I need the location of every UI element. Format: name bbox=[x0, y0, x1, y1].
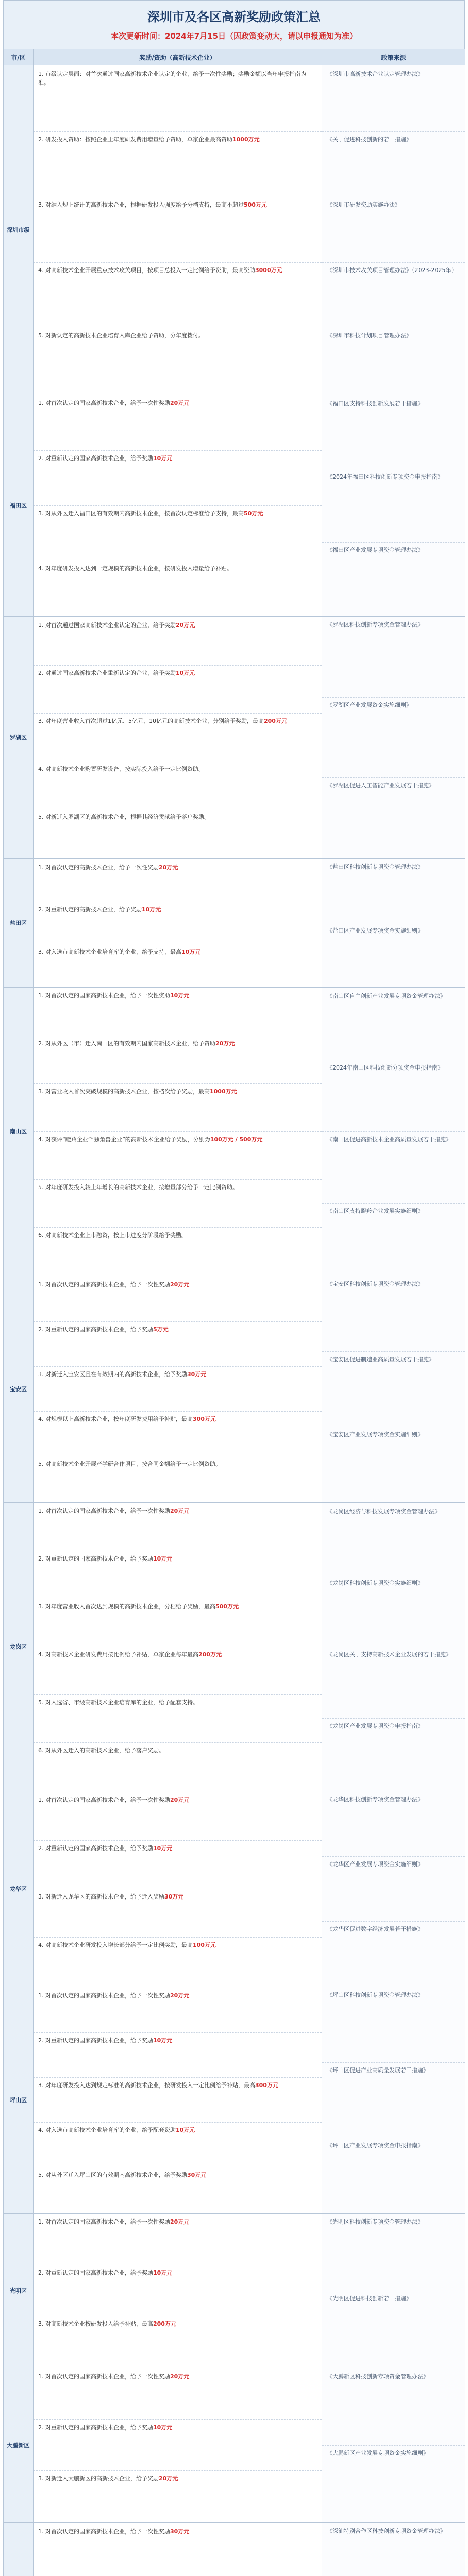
policy-source: 《盐田区科技创新专项资金管理办法》 bbox=[322, 859, 465, 923]
policy-item-index: 5. bbox=[38, 332, 45, 339]
policy-item-index: 4. bbox=[38, 766, 45, 772]
source-cell bbox=[322, 1276, 465, 1503]
policy-item-index: 2. bbox=[38, 1555, 45, 1562]
policy-item-index: 3. bbox=[38, 718, 45, 724]
policy-item-index: 3. bbox=[38, 1371, 45, 1378]
policy-item bbox=[34, 1792, 322, 1841]
header bbox=[3, 0, 465, 49]
policy-source: 《深汕特别合作区科技创新专项资金管理办法》 bbox=[322, 2523, 465, 2576]
policy-item-text: 对首次认定的高新技术企业，给予一次性奖励 bbox=[45, 863, 159, 871]
policy-item-text: 对重新认定的国家高新技术企业，给予奖励 bbox=[45, 454, 153, 462]
policy-item-text: 对从外区迁入的高新技术企业，给予落户奖励。 bbox=[45, 1747, 164, 1754]
policy-source: 《坪山区促进产业高质量发展若干措施》 bbox=[322, 2063, 465, 2138]
policy-item-amount: 200万元 bbox=[153, 2320, 176, 2327]
policy-item-text: 对重新认定的国家高新技术企业，给予奖励 bbox=[45, 2269, 153, 2276]
policy-item-index: 2. bbox=[38, 2424, 45, 2431]
policy-item-index: 1. bbox=[38, 2373, 45, 2380]
policy-item-amount: 200万元 bbox=[198, 1651, 222, 1658]
policy-item bbox=[34, 1503, 322, 1551]
district-name bbox=[4, 2523, 34, 2576]
policy-item bbox=[34, 2078, 322, 2123]
policy-item-text: 对从外区迁入坪山区的有效期内高新技术企业，给予奖励 bbox=[45, 2172, 187, 2178]
policy-item-amount: 300万元 bbox=[193, 1416, 216, 1422]
policy-item-text: 对规模以上高新技术企业，按年度研发费用给予补贴，最高 bbox=[45, 1416, 193, 1422]
policy-cell bbox=[34, 859, 322, 988]
column-header-district: 市/区 bbox=[4, 49, 34, 65]
policy-item-index: 4. bbox=[38, 1941, 45, 1948]
policy-item-index: 3. bbox=[38, 201, 45, 208]
policy-source: 《宝安区产业发展专项资金实施细则》 bbox=[327, 1431, 423, 1438]
policy-item-index: 5. bbox=[38, 814, 45, 820]
policy-item-amount: 30万元 bbox=[187, 2172, 207, 2178]
table-row bbox=[4, 1987, 465, 2214]
policy-item-text: 对首次认定的国家高新技术企业，给予一次性资助 bbox=[45, 992, 170, 999]
policy-cell bbox=[34, 65, 322, 395]
policy-source: 《宝安区促进制造业高质量发展若干措施》 bbox=[322, 1352, 465, 1427]
table-row bbox=[4, 2368, 465, 2523]
policy-item-text: 对通过国家高新技术企业重新认定的企业，给予奖励 bbox=[45, 670, 176, 676]
policy-item-text: 对首次认定的国家高新技术企业，给予一次性奖励 bbox=[45, 1507, 170, 1514]
policy-item-index: 2. bbox=[38, 906, 45, 913]
policy-item-index: 2. bbox=[38, 1326, 45, 1333]
policy-item-index: 2. bbox=[38, 1844, 45, 1852]
policy-item bbox=[34, 1743, 322, 1791]
policy-item bbox=[34, 1228, 322, 1276]
policy-source: 《深圳市研发资助实施办法》 bbox=[322, 197, 465, 263]
district-name: 坪山区 bbox=[4, 1987, 34, 2214]
policy-source: 《南山区自主创新产业发展专项资金管理办法》 bbox=[322, 989, 465, 1060]
policy-item-amount: 10万元 bbox=[176, 2127, 195, 2133]
policy-item-amount: 20万元 bbox=[170, 2373, 190, 2380]
district-name: 宝安区 bbox=[4, 1276, 34, 1503]
policy-item bbox=[34, 666, 322, 714]
policy-source: 《大鹏新区科技创新专项资金管理办法》 bbox=[322, 2369, 465, 2446]
policy-item bbox=[34, 1322, 322, 1367]
policy-item-index: 5. bbox=[38, 1461, 45, 1467]
policy-item bbox=[34, 1841, 322, 1889]
policy-item-text: 对从外区迁入福田区的有效期内高新技术企业，按首次认定标准给予支持，最高 bbox=[45, 510, 244, 517]
table-row bbox=[4, 1503, 465, 1791]
policy-item-index: 2. bbox=[38, 2269, 45, 2276]
policy-item bbox=[34, 2033, 322, 2078]
policy-source: 《福田区产业发展专项资金管理办法》 bbox=[327, 546, 423, 553]
policy-item-text: 对首次通过国家高新技术企业认定的企业，给予奖励 bbox=[45, 622, 176, 629]
policy-item-index: 1. bbox=[38, 2528, 45, 2535]
policy-item-amount: 20万元 bbox=[170, 1992, 190, 1999]
policy-cell bbox=[34, 1791, 322, 1987]
policy-source: 《宝安区科技创新专项资金管理办法》 bbox=[322, 1277, 465, 1352]
policy-source: 《深圳市高新技术企业认定管理办法》 bbox=[322, 66, 465, 132]
policy-source: 《坪山区科技创新专项资金管理办法》 bbox=[322, 1988, 465, 2063]
policy-item bbox=[34, 761, 322, 809]
policy-source: 《坪山区产业发展专项资金申报指南》 bbox=[327, 2142, 423, 2149]
policy-item bbox=[34, 2265, 322, 2316]
source-cell bbox=[322, 1791, 465, 1987]
table-body bbox=[4, 65, 465, 2576]
district-name: 光明区 bbox=[4, 2214, 34, 2368]
source-cell bbox=[322, 617, 465, 859]
policy-item-text: 研发投入资助：按照企业上年度研发费用增量给予资助，单家企业最高资助 bbox=[45, 136, 232, 143]
district-name: 盐田区 bbox=[4, 859, 34, 988]
policy-item-amount: 10万元 bbox=[153, 2424, 173, 2431]
policy-source: 《龙华区促进数字经济发展若干措施》 bbox=[327, 1925, 423, 1933]
policy-source: 《盐田区产业发展专项资金实施细则》 bbox=[327, 927, 423, 934]
source-cell bbox=[322, 2368, 465, 2523]
policy-item bbox=[34, 1277, 322, 1322]
policy-source: 《光明区促进科技创新若干措施》 bbox=[327, 2295, 412, 2302]
policy-item-text: 对年度研发投入较上年增长的高新技术企业，按增量部分给予一定比例资助。 bbox=[45, 1183, 238, 1191]
policy-item-amount: 20万元 bbox=[215, 1040, 235, 1047]
policy-item-amount: 100万元 / 500万元 bbox=[210, 1136, 263, 1143]
policy-item-index: 1. bbox=[38, 71, 45, 77]
policy-source: 《罗湖区促进人工智能产业发展若干措施》 bbox=[327, 782, 434, 789]
policy-item-index: 3. bbox=[38, 2082, 45, 2089]
policy-item-text: 对新迁入罗湖区的高新技术企业，根据其经济贡献给予落户奖励。 bbox=[45, 814, 210, 820]
district-name: 福田区 bbox=[4, 395, 34, 617]
policy-item bbox=[34, 2524, 322, 2572]
policy-item-text: 对首次认定的国家高新技术企业，给予一次性奖励 bbox=[45, 1281, 170, 1288]
policy-item-index: 1. bbox=[38, 1281, 45, 1288]
policy-source: 《2024年南山区科技创新分项资金申报指南》 bbox=[322, 1060, 465, 1132]
policy-item-index: 4. bbox=[38, 1136, 45, 1143]
policy-item-text: 对年度营业收入首次达到规模的高新技术企业，分档给予奖励，最高 bbox=[45, 1603, 215, 1610]
policy-item bbox=[34, 1551, 322, 1599]
policy-item bbox=[34, 66, 322, 132]
policy-item bbox=[34, 902, 322, 944]
policy-item-text: 对重新认定的国家高新技术企业，给予奖励 bbox=[45, 1326, 153, 1333]
table-row bbox=[4, 395, 465, 617]
policy-item-index: 4. bbox=[38, 565, 45, 572]
table-row bbox=[4, 2523, 465, 2576]
policy-item-index: 6. bbox=[38, 1231, 45, 1239]
policy-item-index: 2. bbox=[38, 136, 45, 143]
policy-item bbox=[34, 1132, 322, 1180]
policy-item bbox=[34, 1456, 322, 1501]
source-cell bbox=[322, 988, 465, 1276]
table-row bbox=[4, 617, 465, 859]
policy-item-index: 1. bbox=[38, 399, 45, 406]
policy-item bbox=[34, 328, 322, 394]
policy-source: 《龙岗区关于支持高新技术企业发展的若干措施》 bbox=[322, 1647, 465, 1719]
policy-item-text: 对入选市高新技术企业培育库的企业，给予支持，最高 bbox=[45, 948, 181, 955]
policy-cell bbox=[34, 988, 322, 1276]
source-cell bbox=[322, 1503, 465, 1791]
policy-item-index: 1. bbox=[38, 992, 45, 999]
policy-item-index: 5. bbox=[38, 2172, 45, 2178]
policy-item-text: 对重新认定的国家高新技术企业，给予奖励 bbox=[45, 2424, 153, 2431]
policy-item-text: 对新认定的高新技术企业培育入库企业给予资助，分年度拨付。 bbox=[45, 332, 204, 339]
policy-item-amount: 300万元 bbox=[255, 2082, 278, 2089]
policy-cell bbox=[34, 1987, 322, 2214]
policy-item-text: 对新迁入龙华区的高新技术企业，给予迁入奖励 bbox=[45, 1893, 164, 1900]
policy-item-text: 对营业收入首次突破规模的高新技术企业，按档次给予奖励，最高 bbox=[45, 1088, 210, 1095]
policy-item bbox=[34, 132, 322, 197]
table-row bbox=[4, 2214, 465, 2368]
policy-item-text: 对重新认定的国家高新技术企业，给予奖励 bbox=[45, 2037, 153, 2044]
policy-item-text: 对纳入规上统计的高新技术企业，根据研发投入强度给予分档支持，最高不超过 bbox=[45, 201, 244, 208]
policy-cell bbox=[34, 2214, 322, 2368]
policy-item bbox=[34, 809, 322, 857]
policy-item-amount: 10万元 bbox=[176, 670, 195, 676]
policy-source: 《龙岗区经济与科技发展专项资金管理办法》 bbox=[322, 1504, 465, 1575]
policy-item-amount: 10万元 bbox=[153, 1555, 173, 1562]
policy-item bbox=[34, 2167, 322, 2212]
policy-item bbox=[34, 988, 322, 1036]
policy-item-index: 4. bbox=[38, 1651, 45, 1658]
policy-item bbox=[34, 2316, 322, 2367]
policy-item-index: 6. bbox=[38, 1747, 45, 1754]
policy-item-amount: 3000万元 bbox=[255, 267, 282, 274]
policy-item-amount: 50万元 bbox=[244, 510, 263, 517]
policy-cell bbox=[34, 1276, 322, 1503]
policy-item-text: 对高新技术企业上市融资，按上市进度分阶段给予奖励。 bbox=[45, 1231, 187, 1239]
policy-item-text: 对高新技术企业开展重点技术攻关项目，按项目总投入一定比例给予资助，最高资助 bbox=[45, 267, 255, 274]
policy-item-index: 2. bbox=[38, 670, 45, 676]
policy-item bbox=[34, 451, 322, 506]
policy-item bbox=[34, 263, 322, 328]
policy-item-amount: 20万元 bbox=[176, 622, 195, 629]
source-cell bbox=[322, 395, 465, 617]
policy-item-index: 3. bbox=[38, 948, 45, 955]
policy-source: 《南山区支持瞪羚企业发展实施细则》 bbox=[327, 1207, 423, 1214]
policy-item bbox=[34, 561, 322, 616]
policy-item-text: 对高新技术企业研发费用按比例给予补贴，单家企业每年最高 bbox=[45, 1651, 198, 1658]
page-title: 深圳市及各区高新奖励政策汇总 bbox=[147, 10, 321, 24]
policy-item-text: 对首次认定的国家高新技术企业，给予一次性奖励 bbox=[45, 2528, 170, 2535]
table-row bbox=[4, 1276, 465, 1503]
policy-item-amount: 100万元 bbox=[193, 1941, 216, 1948]
policy-item-amount: 20万元 bbox=[159, 863, 178, 871]
policy-item bbox=[34, 944, 322, 987]
policy-item-amount: 20万元 bbox=[170, 1281, 190, 1288]
table-row bbox=[4, 1791, 465, 1987]
district-name: 龙华区 bbox=[4, 1791, 34, 1987]
policy-item-text: 对重新认定的高新技术企业，给予奖励 bbox=[45, 906, 142, 913]
source-cell bbox=[322, 65, 465, 395]
district-name: 深圳市级 bbox=[4, 65, 34, 395]
policy-item-amount: 10万元 bbox=[181, 948, 201, 955]
policy-item-amount: 500万元 bbox=[244, 201, 267, 208]
policy-item bbox=[34, 1988, 322, 2033]
policy-item-index: 3. bbox=[38, 1088, 45, 1095]
policy-item-amount: 20万元 bbox=[170, 399, 190, 406]
policy-source: 《2024年福田区科技创新专项资金申报指南》 bbox=[322, 469, 465, 543]
policy-item bbox=[34, 2214, 322, 2265]
district-name: 龙岗区 bbox=[4, 1503, 34, 1791]
policy-item-amount: 20万元 bbox=[170, 1507, 190, 1514]
policy-item-index: 4. bbox=[38, 1416, 45, 1422]
policy-item-index: 5. bbox=[38, 1183, 45, 1191]
policy-item-text: 对首次认定的国家高新技术企业，给予一次性奖励 bbox=[45, 2373, 170, 2380]
policy-item bbox=[34, 1695, 322, 1743]
district-name: 罗湖区 bbox=[4, 617, 34, 859]
policy-item-index: 1. bbox=[38, 2218, 45, 2225]
policy-item-index: 4. bbox=[38, 267, 45, 274]
policy-item-text: 对高新技术企业按研发投入给予补贴，最高 bbox=[45, 2320, 153, 2327]
policy-item-text: 对首次认定的国家高新技术企业，给予一次性奖励 bbox=[45, 1796, 170, 1803]
policy-item-index: 3. bbox=[38, 2475, 45, 2482]
policy-item-amount: 20万元 bbox=[159, 2475, 178, 2482]
table-row bbox=[4, 988, 465, 1276]
policy-item-index: 4. bbox=[38, 2127, 45, 2133]
policy-item-index: 1. bbox=[38, 1507, 45, 1514]
source-cell bbox=[322, 1987, 465, 2214]
policy-item-index: 2. bbox=[38, 2037, 45, 2044]
policy-item bbox=[34, 1889, 322, 1938]
table-row bbox=[4, 859, 465, 988]
source-cell bbox=[322, 2523, 465, 2576]
policy-item bbox=[34, 1036, 322, 1084]
policy-item bbox=[34, 506, 322, 561]
policy-cell bbox=[34, 395, 322, 617]
policy-source: 《南山区促进高新技术企业高质量发展若干措施》 bbox=[322, 1132, 465, 1204]
policy-item bbox=[34, 396, 322, 451]
policy-item-amount: 10万元 bbox=[170, 992, 190, 999]
policy-source: 《罗湖区产业发展资金实施细则》 bbox=[322, 698, 465, 778]
policy-item bbox=[34, 2471, 322, 2522]
policy-item-index: 1. bbox=[38, 863, 45, 871]
policy-source: 《深圳市科技计划项目管理办法》 bbox=[327, 332, 412, 339]
policy-source: 《大鹏新区产业发展专项资金实施细则》 bbox=[327, 2449, 429, 2456]
policy-cell bbox=[34, 617, 322, 859]
policy-item-index: 3. bbox=[38, 510, 45, 517]
policy-item-text: 对高新技术企业开展产学研合作项目，按合同金额给予一定比例资助。 bbox=[45, 1461, 221, 1467]
policy-source: 《深圳市技术攻关项目管理办法》（2023-2025年） bbox=[322, 263, 465, 328]
policy-item bbox=[34, 714, 322, 761]
policy-item-amount: 30万元 bbox=[164, 1893, 184, 1900]
policy-item bbox=[34, 1647, 322, 1695]
policy-item-amount: 10万元 bbox=[142, 906, 161, 913]
policy-item-text: 对获评“瞪羚企业”“独角兽企业”的高新技术企业给予奖励，分别为 bbox=[45, 1136, 210, 1143]
policy-item bbox=[34, 197, 322, 263]
policy-item-text: 对首次认定的国家高新技术企业，给予一次性奖励 bbox=[45, 1992, 170, 1999]
policy-source: 《龙岗区科技创新专项资金实施细则》 bbox=[322, 1575, 465, 1647]
policy-item-text: 对高新技术企业研发投入增长部分给予一定比例奖励，最高 bbox=[45, 1941, 193, 1948]
policy-item-text: 对重新认定的国家高新技术企业，给予奖励 bbox=[45, 1844, 153, 1852]
policy-item-index: 1. bbox=[38, 622, 45, 629]
policy-item bbox=[34, 2369, 322, 2420]
policy-source: 《龙岗区产业发展专项资金申报指南》 bbox=[327, 1722, 423, 1730]
policy-item-text: 对重新认定的国家高新技术企业，给予奖励 bbox=[45, 1555, 153, 1562]
policy-item bbox=[34, 860, 322, 902]
policy-item-amount: 10万元 bbox=[153, 1844, 173, 1852]
policy-cell bbox=[34, 2523, 322, 2576]
table-row bbox=[4, 65, 465, 395]
policy-item-index: 5. bbox=[38, 1699, 45, 1706]
policy-item-amount: 20万元 bbox=[170, 2218, 190, 2225]
policy-table bbox=[3, 49, 465, 2576]
policy-item-index: 2. bbox=[38, 454, 45, 462]
policy-item bbox=[34, 2572, 322, 2576]
policy-item-amount: 20万元 bbox=[170, 1796, 190, 1803]
policy-item-index: 3. bbox=[38, 1893, 45, 1900]
policy-item-amount: 5万元 bbox=[153, 1326, 169, 1333]
policy-source: 《罗湖区科技创新专项资金管理办法》 bbox=[322, 617, 465, 698]
policy-source: 《龙华区产业发展专项资金实施细则》 bbox=[322, 1857, 465, 1922]
policy-item-text: 对年度研发投入达到一定规模的高新技术企业，按研发投入增量给予补贴。 bbox=[45, 565, 232, 572]
source-cell bbox=[322, 2214, 465, 2368]
policy-item bbox=[34, 1412, 322, 1456]
policy-item-text: 对入选省、市级高新技术企业培育库的企业，给予配套支持。 bbox=[45, 1699, 198, 1706]
policy-item-amount: 30万元 bbox=[170, 2528, 190, 2535]
policy-cell bbox=[34, 1503, 322, 1791]
district-name: 南山区 bbox=[4, 988, 34, 1276]
policy-item bbox=[34, 1599, 322, 1647]
policy-item-amount: 10万元 bbox=[153, 2269, 173, 2276]
policy-item-index: 1. bbox=[38, 1992, 45, 1999]
policy-source: 《关于促进科技创新的若干措施》 bbox=[322, 132, 465, 197]
policy-item-text: 对新迁入大鹏新区的高新技术企业，给予奖励 bbox=[45, 2475, 159, 2482]
policy-item-amount: 30万元 bbox=[187, 1371, 207, 1378]
policy-item-text: 对年度研发投入达到规定标准的高新技术企业，按研发投入一定比例给予补贴，最高 bbox=[45, 2082, 255, 2089]
policy-item bbox=[34, 1367, 322, 1412]
policy-item-text: 对新迁入宝安区且在有效期内的高新技术企业，给予奖励 bbox=[45, 1371, 187, 1378]
policy-source: 《光明区科技创新专项资金管理办法》 bbox=[322, 2214, 465, 2291]
policy-item-amount: 200万元 bbox=[264, 718, 287, 724]
policy-cell bbox=[34, 2368, 322, 2523]
policy-source: 《龙华区科技创新专项资金管理办法》 bbox=[322, 1792, 465, 1857]
policy-item-index: 3. bbox=[38, 2320, 45, 2327]
policy-item-index: 2. bbox=[38, 1040, 45, 1047]
policy-item-text: 对首次认定的国家高新技术企业，给予一次性奖励 bbox=[45, 2218, 170, 2225]
policy-item-amount: 10万元 bbox=[153, 2037, 173, 2044]
policy-item bbox=[34, 1084, 322, 1132]
policy-item bbox=[34, 618, 322, 666]
policy-item-amount: 10万元 bbox=[153, 454, 173, 462]
update-note: 本次更新时间：2024年7月15日（因政策变动大，请以申报通知为准） bbox=[110, 31, 358, 41]
policy-item bbox=[34, 2123, 322, 2167]
policy-item-index: 1. bbox=[38, 1796, 45, 1803]
policy-item-text: 对高新技术企业购置研发设备，按实际投入给予一定比例资助。 bbox=[45, 766, 204, 772]
policy-item-text: 对年度营业收入首次超过1亿元、5亿元、10亿元的高新技术企业，分别给予奖励，最高 bbox=[45, 718, 264, 724]
policy-item-amount: 1000万元 bbox=[210, 1088, 237, 1095]
policy-item-index: 3. bbox=[38, 1603, 45, 1610]
policy-source: 《福田区支持科技创新发展若干措施》 bbox=[322, 396, 465, 469]
policy-item-text: 市级认定层面：对首次通过国家高新技术企业认定的企业，给予一次性奖励；奖励金额以当年申报指南为准。 bbox=[38, 71, 306, 87]
column-header-policy: 奖励/资助（高新技术企业） bbox=[34, 49, 322, 65]
column-header-source: 政策来源 bbox=[322, 49, 465, 65]
policy-item-amount: 1000万元 bbox=[232, 136, 260, 143]
policy-item-text: 对首次认定的国家高新技术企业，给予一次性奖励 bbox=[45, 399, 170, 406]
policy-item bbox=[34, 2420, 322, 2471]
table-header-row bbox=[4, 49, 465, 65]
policy-item-text: 对从外区（市）迁入南山区的有效期内国家高新技术企业，给予资助 bbox=[45, 1040, 215, 1047]
policy-item bbox=[34, 1938, 322, 1986]
policy-item bbox=[34, 1180, 322, 1228]
source-cell bbox=[322, 859, 465, 988]
policy-item-text: 对入选市高新技术企业培育库的企业，给予配套资助 bbox=[45, 2127, 176, 2133]
district-name: 大鹏新区 bbox=[4, 2368, 34, 2523]
policy-item-amount: 500万元 bbox=[215, 1603, 239, 1610]
